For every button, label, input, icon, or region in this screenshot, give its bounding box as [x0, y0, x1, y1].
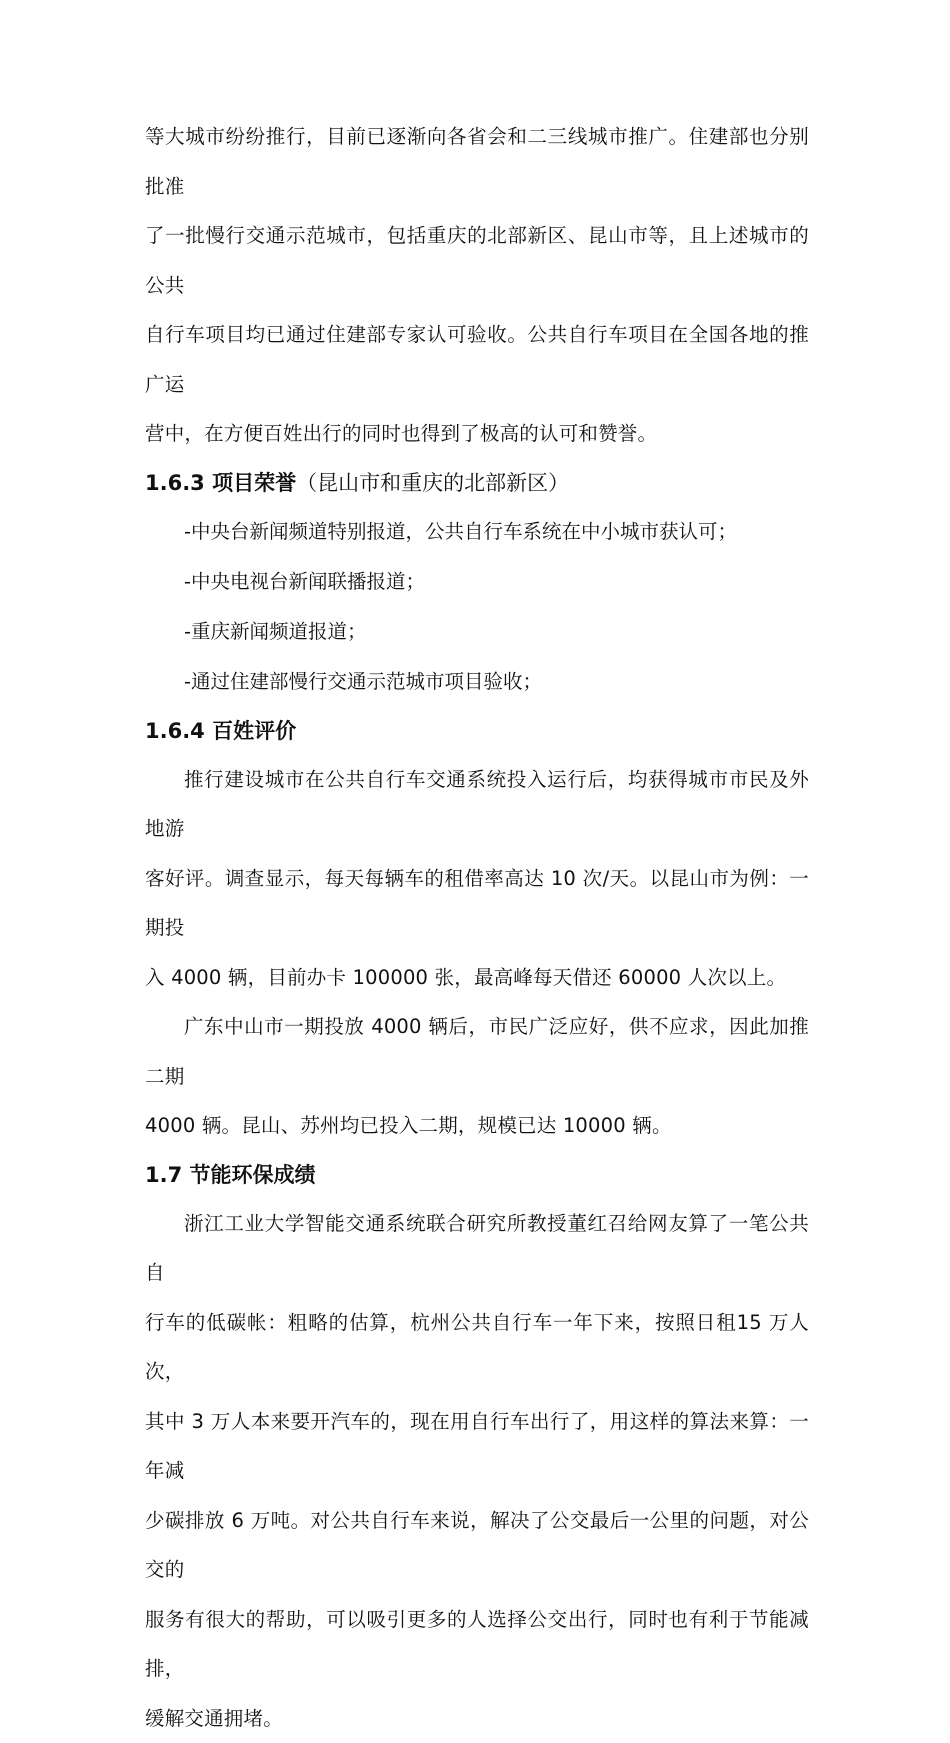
text-line: 广东中山市一期投放 4000 辆后，市民广泛应好，供不应求，因此加推二期	[145, 1015, 809, 1088]
heading-suffix: （昆山市和重庆的北部新区）	[296, 471, 569, 495]
energy-paragraph	[145, 1199, 809, 1743]
text-line: 少碳排放 6 万吨。对公共自行车来说，解决了公交最后一公里的问题，对公交的	[145, 1509, 809, 1582]
honor-item: -通过住建部慢行交通示范城市项目验收；	[145, 657, 809, 707]
text-line: 客好评。调查显示，每天每辆车的租借率高达 10 次/天。以昆山市为例：一期投	[145, 867, 809, 940]
text-line: 其中 3 万人本来要开汽车的，现在用自行车出行了，用这样的算法来算：一年减	[145, 1410, 809, 1483]
heading-number-title: 1.7 节能环保成绩	[145, 1163, 316, 1187]
honor-item: -重庆新闻频道报道；	[145, 607, 809, 657]
section-heading-energy	[145, 1151, 809, 1199]
heading-number-title: 1.6.3 项目荣誉	[145, 471, 296, 495]
heading-number-title: 1.6.4 百姓评价	[145, 719, 296, 743]
text-line: 入 4000 辆，目前办卡 100000 张，最高峰每天借还 60000 人次以上。	[145, 966, 786, 989]
text-line: 缓解交通拥堵。	[145, 1707, 283, 1730]
text-line: 等大城市纷纷推行，目前已逐渐向各省会和二三线城市推广。住建部也分别批准	[145, 125, 809, 198]
text-line: 浙江工业大学智能交通系统联合研究所教授董红召给网友算了一笔公共自	[145, 1212, 809, 1285]
section-heading-honor	[145, 459, 809, 507]
text-line: 服务有很大的帮助，可以吸引更多的人选择公交出行，同时也有利于节能减排，	[145, 1608, 809, 1681]
text-line: 行车的低碳帐：粗略的估算，杭州公共自行车一年下来，按照日租15 万人次，	[145, 1311, 809, 1384]
intro-paragraph	[145, 112, 809, 459]
review-paragraph-1	[145, 755, 809, 1003]
review-paragraph-2	[145, 1002, 809, 1151]
page-content	[145, 112, 809, 1743]
text-line: 4000 辆。昆山、苏州均已投入二期，规模已达 10000 辆。	[145, 1114, 672, 1137]
text-line: 营中，在方便百姓出行的同时也得到了极高的认可和赞誉。	[145, 422, 657, 445]
honor-item: -中央台新闻频道特别报道，公共自行车系统在中小城市获认可；	[145, 507, 809, 557]
text-line: 推行建设城市在公共自行车交通系统投入运行后，均获得城市市民及外地游	[145, 768, 809, 841]
text-line: 自行车项目均已通过住建部专家认可验收。公共自行车项目在全国各地的推广运	[145, 323, 809, 396]
honor-item: -中央电视台新闻联播报道；	[145, 557, 809, 607]
section-heading-review	[145, 707, 809, 755]
text-line: 了一批慢行交通示范城市，包括重庆的北部新区、昆山市等，且上述城市的公共	[145, 224, 809, 297]
